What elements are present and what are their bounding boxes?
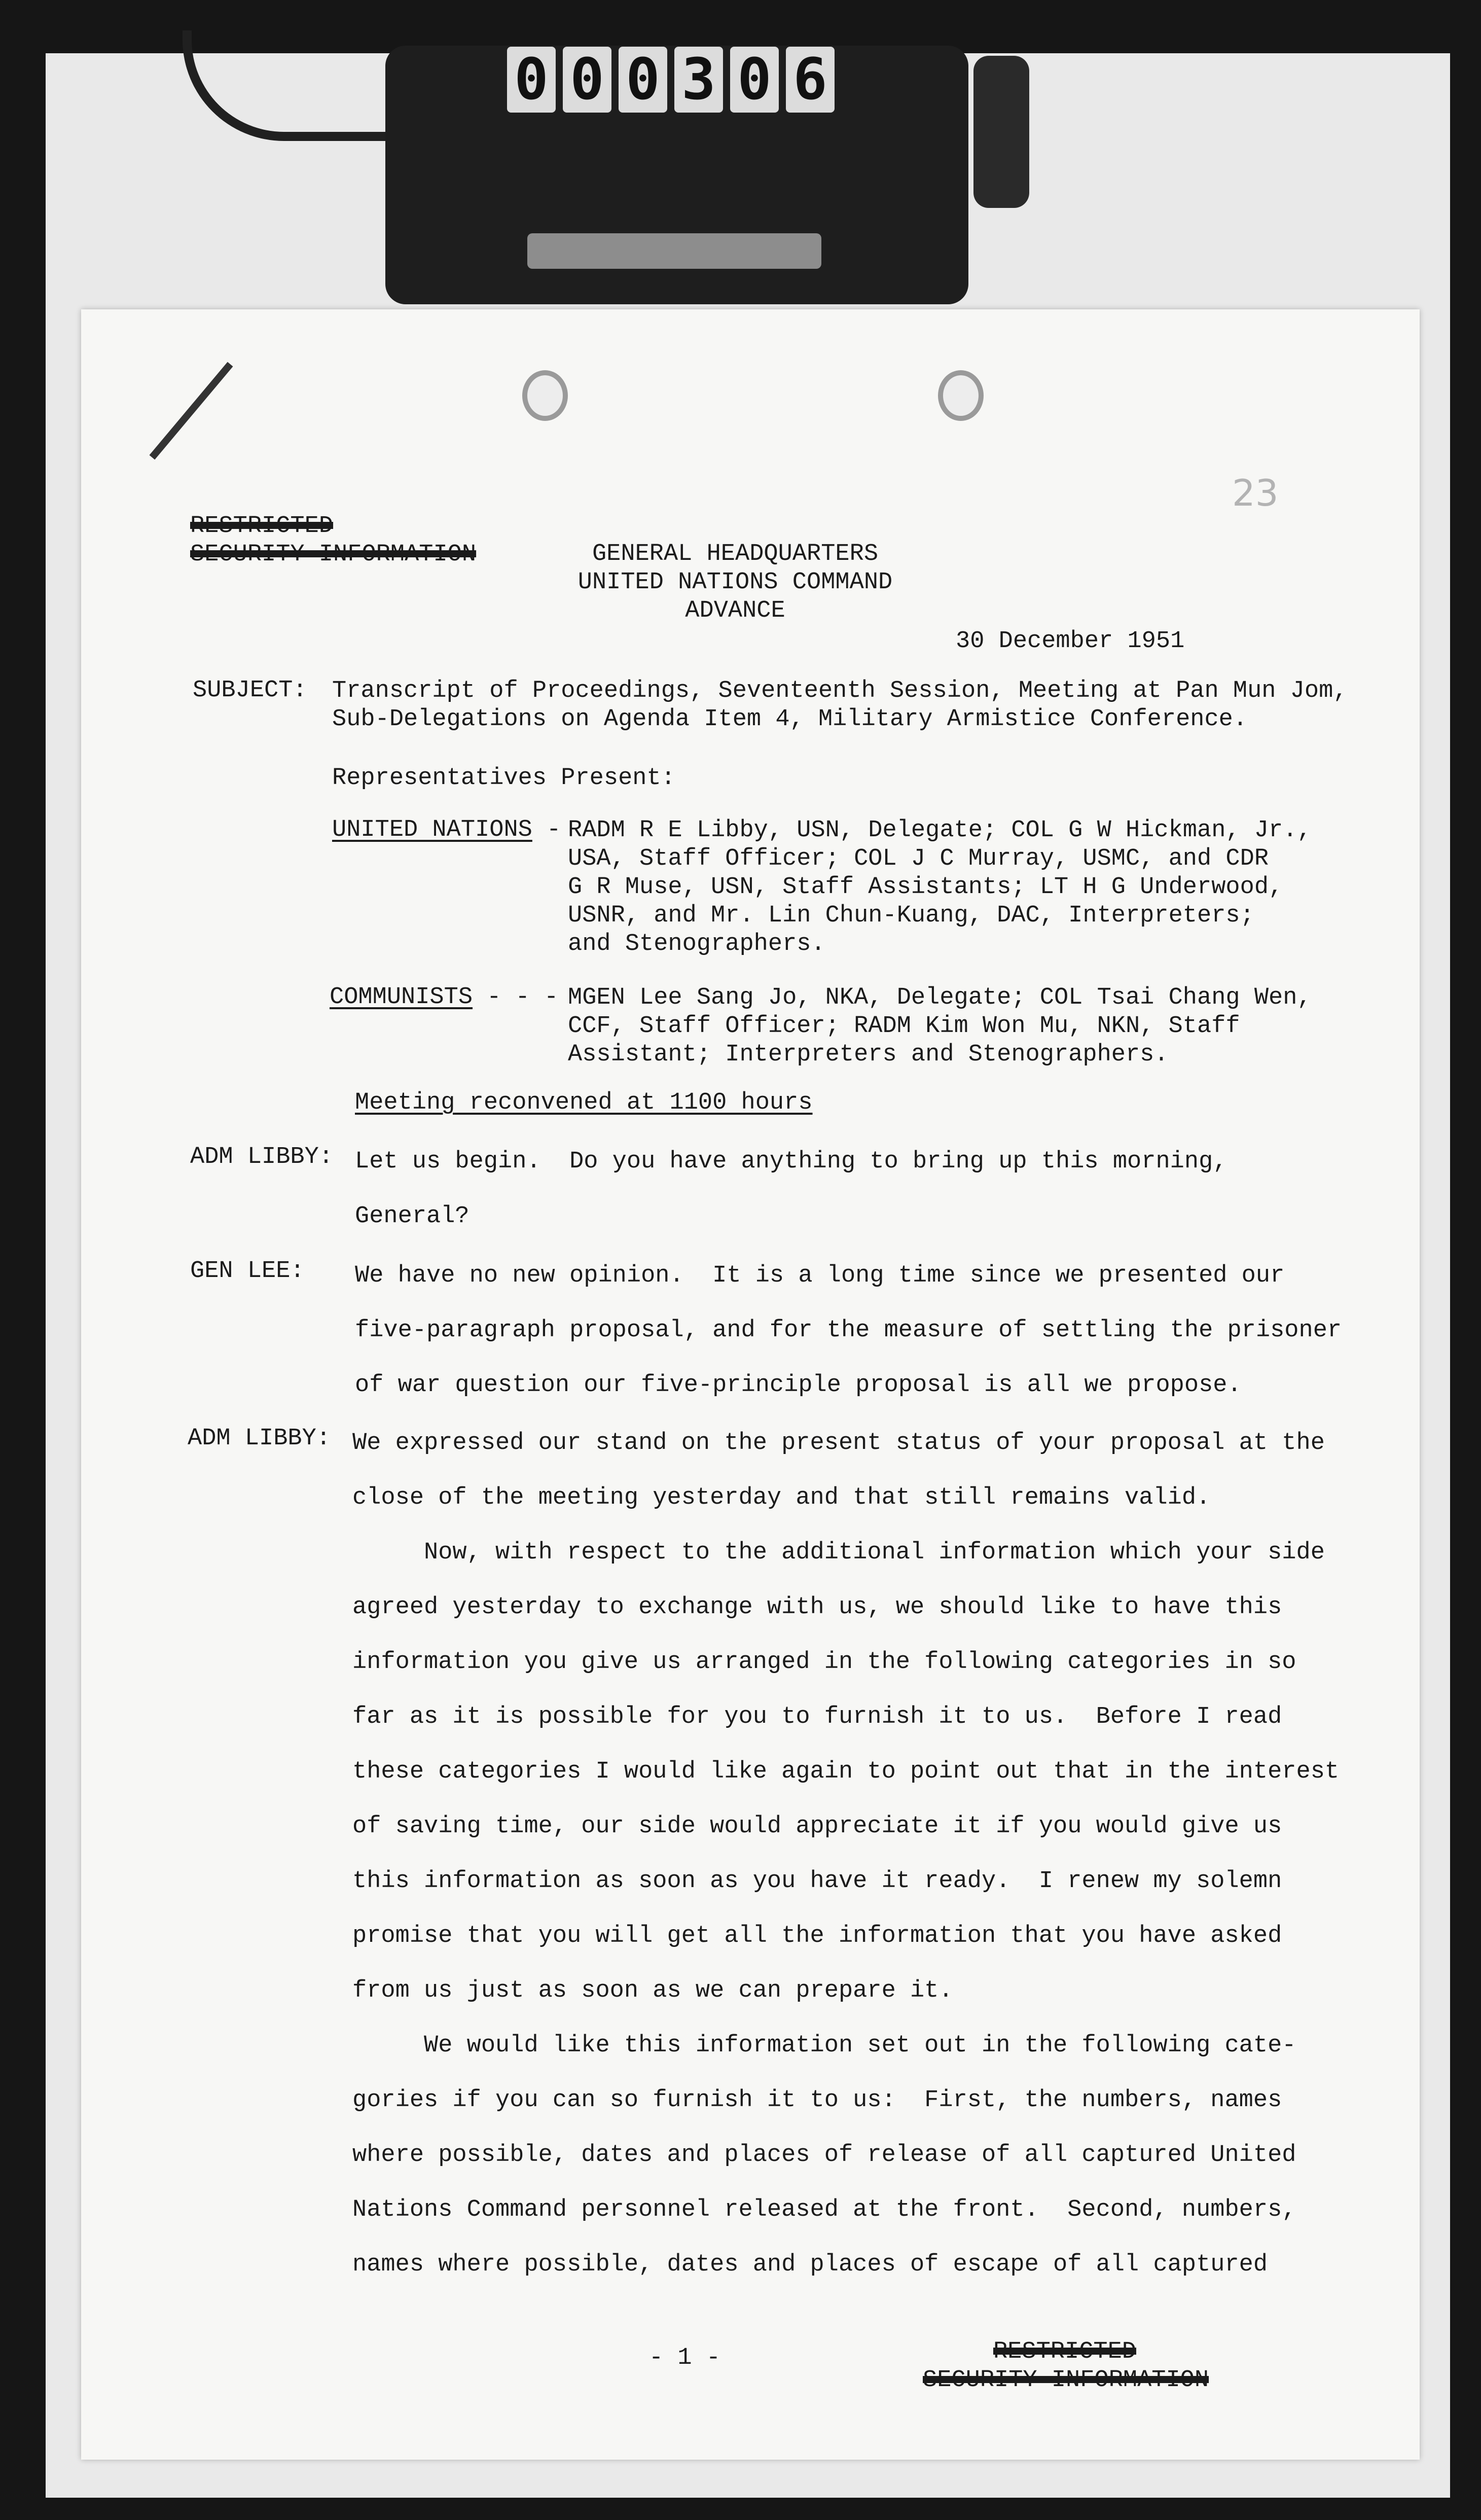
speech-line: Nations Command personnel released at the front. Second, numbers,: [352, 2196, 1296, 2223]
communist-representatives: [568, 984, 1312, 1069]
speech: [352, 1416, 1339, 2292]
classification-line: SECURITY INFORMATION: [190, 541, 477, 568]
counter-digit: 6: [786, 47, 835, 113]
speech-line: five-paragraph proposal, and for the measure of settling the prisoner: [355, 1317, 1342, 1344]
org-line: UNITED NATIONS COMMAND: [577, 569, 893, 596]
speech-line: information you give us arranged in the following categories in so: [352, 1649, 1296, 1676]
pen-mark: [150, 362, 233, 460]
un-label-text: UNITED NATIONS: [332, 817, 532, 843]
counter-knob: [973, 56, 1029, 208]
counter-digit: 0: [730, 47, 779, 113]
counter-digit: 3: [674, 47, 723, 113]
classification-line: RESTRICTED: [190, 513, 334, 540]
meeting-note: [355, 1088, 813, 1118]
com-rep-line: MGEN Lee Sang Jo, NKA, Delegate; COL Tsai Chang Wen,: [568, 984, 1312, 1011]
com-rep-line: Assistant; Interpreters and Stenographers.: [568, 1041, 1169, 1068]
punch-hole: [522, 370, 568, 421]
speech-line: promise that you will get all the information that you have asked: [352, 1923, 1282, 1949]
speech-line: Now, with respect to the additional information which your side: [352, 1539, 1325, 1566]
com-rep-line: CCF, Staff Officer; RADM Kim Won Mu, NKN, Staff: [568, 1013, 1240, 1040]
speech-line: gories if you can so furnish it to us: First, the numbers, names: [352, 2087, 1282, 2114]
speech-line: far as it is possible for you to furnish it to us. Before I read: [352, 1703, 1282, 1730]
subject-line: Transcript of Proceedings, Seventeenth Session, Meeting at Pan Mun Jom,: [332, 678, 1348, 704]
counter-digit: 0: [507, 47, 556, 113]
un-rep-line: RADM R E Libby, USN, Delegate; COL G W Hickman, Jr.,: [568, 817, 1312, 844]
speech-line: from us just as soon as we can prepare it.: [352, 1977, 953, 2004]
page-stamp: 23: [1232, 472, 1279, 514]
speaker-label: GEN LEE:: [190, 1258, 305, 1285]
subject-line: Sub-Delegations on Agenda Item 4, Military Armistice Conference.: [332, 706, 1248, 733]
communists-dash: - - -: [473, 984, 559, 1011]
speech-line: where possible, dates and places of release of all captured United: [352, 2142, 1296, 2169]
subject-label: SUBJECT:: [193, 677, 307, 704]
org-line: ADVANCE: [685, 597, 785, 624]
punch-hole: [938, 370, 984, 421]
speech-line: close of the meeting yesterday and that still remains valid.: [352, 1484, 1211, 1511]
classification-bottom: [923, 2338, 1207, 2395]
org-header: [558, 540, 913, 625]
representatives-heading: Representatives Present:: [332, 765, 675, 792]
speech-line: names where possible, dates and places of escape of all captured: [352, 2251, 1268, 2278]
un-rep-line: USNR, and Mr. Lin Chun-Kuang, DAC, Interpreters;: [568, 902, 1254, 929]
org-line: GENERAL HEADQUARTERS: [592, 541, 879, 567]
counter-digit: 0: [563, 47, 611, 113]
counter-digits: [507, 47, 835, 118]
un-label: [332, 817, 561, 843]
speaker-label: ADM LIBBY:: [190, 1144, 334, 1170]
meeting-note-text: Meeting reconvened at 1100 hours: [355, 1089, 813, 1116]
un-rep-line: G R Muse, USN, Staff Assistants; LT H G Underwood,: [568, 874, 1283, 901]
un-representatives: [568, 817, 1312, 959]
document-date: 30 December 1951: [956, 628, 1185, 655]
document-page: [81, 309, 1420, 2460]
page-number: - 1 -: [649, 2345, 721, 2371]
un-rep-line: and Stenographers.: [568, 931, 825, 957]
speech-line: We expressed our stand on the present status of your proposal at the: [352, 1430, 1325, 1457]
counter-digit: 0: [619, 47, 667, 113]
speech-line: We would like this information set out in the following cate-: [352, 2032, 1296, 2059]
communists-label: [330, 984, 558, 1011]
speech-line: of war question our five-principle proposal is all we propose.: [355, 1372, 1242, 1399]
classification-line: SECURITY INFORMATION: [923, 2367, 1209, 2394]
speech: [355, 1249, 1342, 1413]
speech: [355, 1134, 1227, 1244]
speech-line: Let us begin. Do you have anything to bring up this morning,: [355, 1148, 1227, 1175]
counter-slot: [527, 233, 821, 269]
speaker-label: ADM LIBBY:: [188, 1425, 331, 1452]
classification-top: [190, 512, 476, 569]
speech-line: of saving time, our side would appreciate it if you would give us: [352, 1813, 1282, 1840]
communists-label-text: COMMUNISTS: [330, 984, 473, 1011]
un-rep-line: USA, Staff Officer; COL J C Murray, USMC, and CDR: [568, 845, 1269, 872]
classification-line: RESTRICTED: [993, 2338, 1137, 2365]
speech-line: General?: [355, 1203, 469, 1230]
speech-line: We have no new opinion. It is a long time since we presented our: [355, 1262, 1285, 1289]
subject-text: [332, 677, 1348, 734]
speech-line: these categories I would like again to point out that in the interest: [352, 1758, 1340, 1785]
speech-line: this information as soon as you have it ready. I renew my solemn: [352, 1868, 1282, 1895]
speech-line: agreed yesterday to exchange with us, we should like to have this: [352, 1594, 1282, 1621]
un-dash: -: [532, 817, 561, 843]
